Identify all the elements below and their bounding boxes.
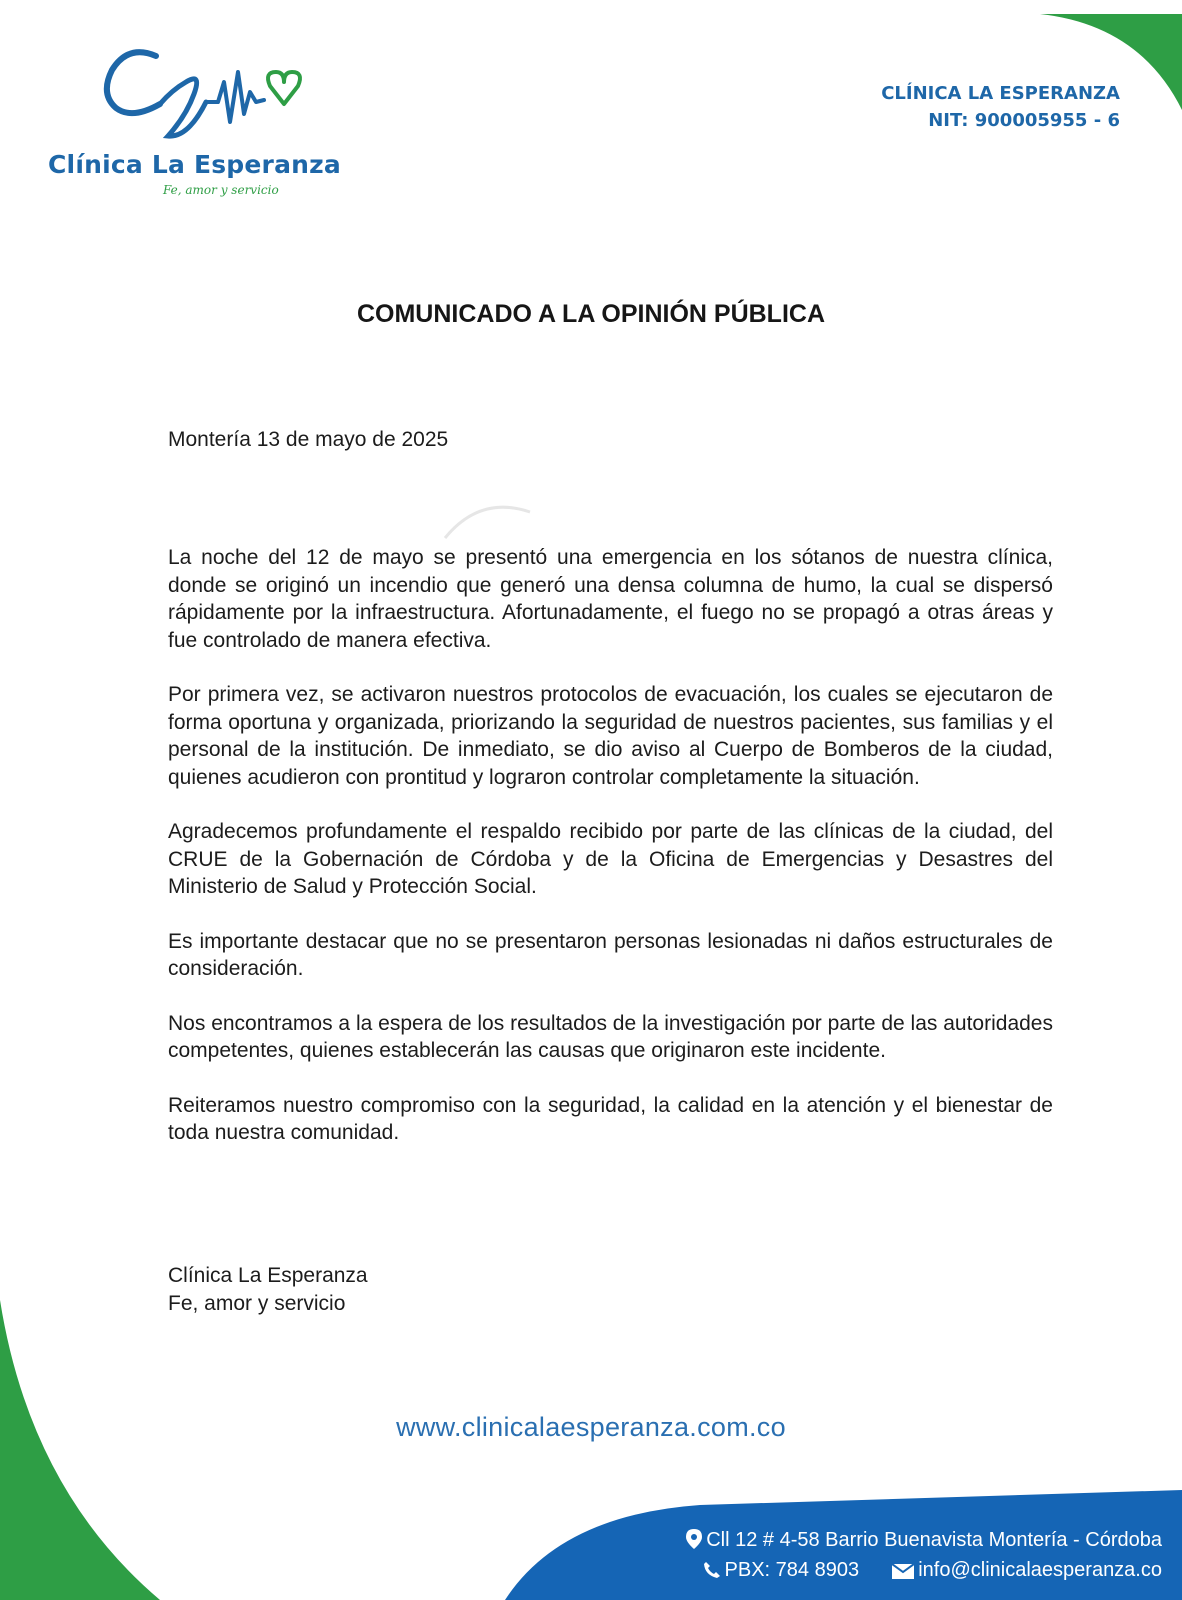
clinic-logo xyxy=(48,42,341,212)
body-paragraph: La noche del 12 de mayo se presentó una emergencia en los sótanos de nuestra clínica, donde se originó un incendio que generó una densa columna de humo, la cual se dispersó rápidamente por la infraestructura. Afortunadamente, el fuego no se propagó a otras áreas y fue controlado de manera efectiva. xyxy=(168,546,1053,652)
footer-phone: PBX: 784 8903 xyxy=(724,1559,860,1581)
footer-address: Cll 12 # 4-58 Barrio Buenavista Montería - Córdoba xyxy=(706,1529,1162,1551)
contact-row xyxy=(686,1557,1162,1587)
company-info xyxy=(881,80,1120,134)
body-paragraph: Es importante destacar que no se presentaron personas lesionadas ni daños estructurales de consideración. xyxy=(168,929,1053,980)
company-name: CLÍNICA LA ESPERANZA xyxy=(881,83,1120,104)
footer-contact xyxy=(686,1527,1162,1587)
signature-name: Clínica La Esperanza xyxy=(168,1264,368,1287)
watermark-stroke xyxy=(445,507,530,538)
mail-icon xyxy=(892,1560,914,1587)
document-title: COMUNICADO A LA OPINIÓN PÚBLICA xyxy=(356,300,826,328)
logo-name: Clínica La Esperanza xyxy=(48,150,341,179)
signature xyxy=(168,1262,368,1317)
body-paragraph: Nos encontramos a la espera de los resultados de la investigación por parte de las autoridades competentes, quienes establecerán las causas que originaron este incidente. xyxy=(168,1011,1053,1062)
address-row xyxy=(686,1527,1162,1557)
document-body xyxy=(168,544,1053,1174)
bottom-left-green-shape xyxy=(0,1300,160,1600)
phone-icon xyxy=(703,1560,721,1587)
logo-mark-icon xyxy=(98,42,308,152)
website-link[interactable]: www.clinicalaesperanza.com.co xyxy=(396,1412,786,1442)
location-pin-icon xyxy=(686,1529,702,1557)
body-paragraph: Agradecemos profundamente el respaldo recibido por parte de las clínicas de la ciudad, del CRUE de la Gobernación de Córdoba y de la Oficina de Emergencias y Desastres del Ministerio de Salud y Protección Social. xyxy=(168,820,1053,898)
body-paragraph: Reiteramos nuestro compromiso con la seguridad, la calidad en la atención y el bienestar de toda nuestra comunidad. xyxy=(168,1093,1053,1144)
company-nit: NIT: 900005955 - 6 xyxy=(928,110,1120,131)
footer-email[interactable]: info@clinicalaesperanza.co xyxy=(918,1559,1162,1581)
document-date: Montería 13 de mayo de 2025 xyxy=(168,428,449,451)
body-paragraph: Por primera vez, se activaron nuestros protocolos de evacuación, los cuales se ejecutaron de forma oportuna y organizada, priorizando la seguridad de nuestros pacientes, sus familias y el personal de la institución. De inmediato, se dio aviso al Cuerpo de Bomberos de la ciudad, quienes acudieron con prontitud y lograron controlar completamente la situación. xyxy=(168,683,1053,789)
signature-tagline: Fe, amor y servicio xyxy=(168,1291,346,1315)
logo-tagline: Fe, amor y servicio xyxy=(163,183,279,197)
